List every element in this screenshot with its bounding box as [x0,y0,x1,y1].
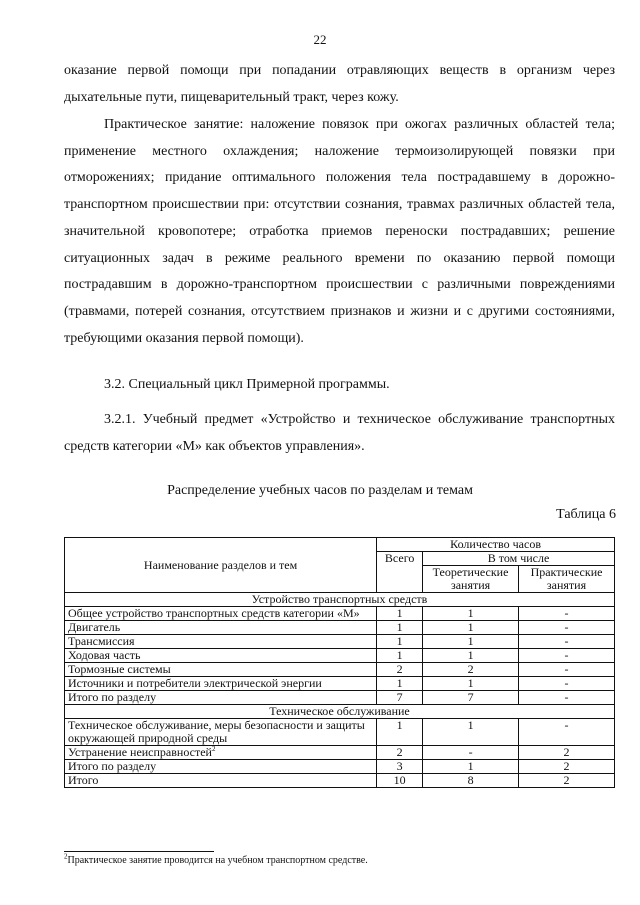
table-row [65,760,615,774]
footnote-text: Практическое занятие проводится на учебном транспортном средстве. [67,855,368,866]
row-total: 1 [377,635,423,649]
row-total: 1 [377,607,423,621]
row-practice: - [519,607,615,621]
row-theory: 1 [423,621,519,635]
hours-table [64,537,615,788]
row-theory: - [423,746,519,760]
row-name-text: Итого [68,773,99,787]
row-name-text: Техническое обслуживание, меры безопасности и защиты окружающей природной среды [68,718,365,745]
section-header [65,705,615,719]
row-name-text: Ходовая часть [68,648,141,662]
row-name [65,719,377,746]
paragraph-subject-title: 3.2.1. Учебный предмет «Устройство и техническое обслуживание транспортных средств категории «М» как объектов управления». [64,412,615,454]
row-theory: 1 [423,635,519,649]
table-row [65,774,615,788]
row-name-text: Трансмиссия [68,634,135,648]
row-theory: 1 [423,677,519,691]
paragraph-practical-lesson: Практическое занятие: наложение повязок при ожогах различных областей тела; применение местного охлаждения; наложение термоизолирующей повязки при отморожениях; придание оптимального положения тела пострадавшему в дорожно-транспортном происшествии при: отсутствии сознания, травмах различных областей тела, значительной кровопотере; отработка приемов переноски пострадавших; решение ситуационных задач в режиме реального времени по оказанию первой помощи пострадавшим в дорожно-транспортном происшествии с различными повреждениями (травмами, потерей сознания, отсутствием признаков и жизни и с другими состояниями, требующими оказания первой помощи). [64,117,615,346]
header-hours: Количество часов [377,538,615,552]
row-name [65,774,377,788]
row-theory: 1 [423,760,519,774]
row-practice: - [519,649,615,663]
footnote-divider [64,851,214,852]
row-total: 1 [377,677,423,691]
row-theory: 2 [423,663,519,677]
table-row [65,649,615,663]
section-title: Техническое обслуживание [65,705,615,719]
table-row [65,607,615,621]
table-label: Таблица 6 [556,507,616,522]
table-row [65,677,615,691]
row-practice: - [519,719,615,746]
row-practice: 2 [519,746,615,760]
header-total: Всего [377,552,423,593]
row-name [65,635,377,649]
row-total: 2 [377,746,423,760]
row-name-text: Источники и потребители электрической энергии [68,676,322,690]
row-practice: 2 [519,760,615,774]
row-practice: - [519,677,615,691]
row-name-text: Итого по разделу [68,759,157,773]
row-practice: - [519,691,615,705]
row-name [65,649,377,663]
row-theory: 7 [423,691,519,705]
row-name-text: Тормозные системы [68,662,171,676]
row-name-text: Устранение неисправностей [68,745,212,759]
row-theory: 1 [423,607,519,621]
row-name-text: Двигатель [68,620,121,634]
row-practice: - [519,663,615,677]
header-theory: Теоретические занятия [423,566,519,593]
row-name [65,746,377,760]
section-title: Устройство транспортных средств [65,593,615,607]
paragraph-special-cycle: 3.2. Специальный цикл Примерной программы. [104,377,390,392]
header-practice: Практические занятия [519,566,615,593]
table-row [65,635,615,649]
table-row [65,621,615,635]
row-theory: 1 [423,719,519,746]
footnote-ref: 2 [211,745,216,753]
row-total: 3 [377,760,423,774]
row-name [65,691,377,705]
row-practice: - [519,621,615,635]
header-name: Наименование разделов и тем [65,538,377,593]
row-practice: - [519,635,615,649]
row-total: 2 [377,663,423,677]
row-theory: 8 [423,774,519,788]
header-including: В том числе [423,552,615,566]
row-name [65,621,377,635]
row-total: 1 [377,719,423,746]
distribution-title: Распределение учебных часов по разделам и темам [167,483,473,498]
table-header [65,538,615,593]
row-practice: 2 [519,774,615,788]
row-total: 10 [377,774,423,788]
table-row [65,663,615,677]
table-row [65,719,615,746]
row-total: 1 [377,649,423,663]
row-total: 1 [377,621,423,635]
row-name [65,760,377,774]
row-name [65,677,377,691]
row-name [65,663,377,677]
table-body [65,593,615,788]
section-header [65,593,615,607]
row-name-text: Итого по разделу [68,690,157,704]
table-row [65,691,615,705]
row-total: 7 [377,691,423,705]
page-number: 22 [313,32,327,47]
paragraph-first-aid-continuation: оказание первой помощи при попадании отравляющих веществ в организм через дыхательные пути, пищеварительный тракт, через кожу. [64,63,615,105]
footnote [64,852,368,866]
footnote-mark: 2 [64,852,68,861]
table-row [65,746,615,760]
row-theory: 1 [423,649,519,663]
row-name-text: Общее устройство транспортных средств категории «М» [68,606,360,620]
row-name [65,607,377,621]
